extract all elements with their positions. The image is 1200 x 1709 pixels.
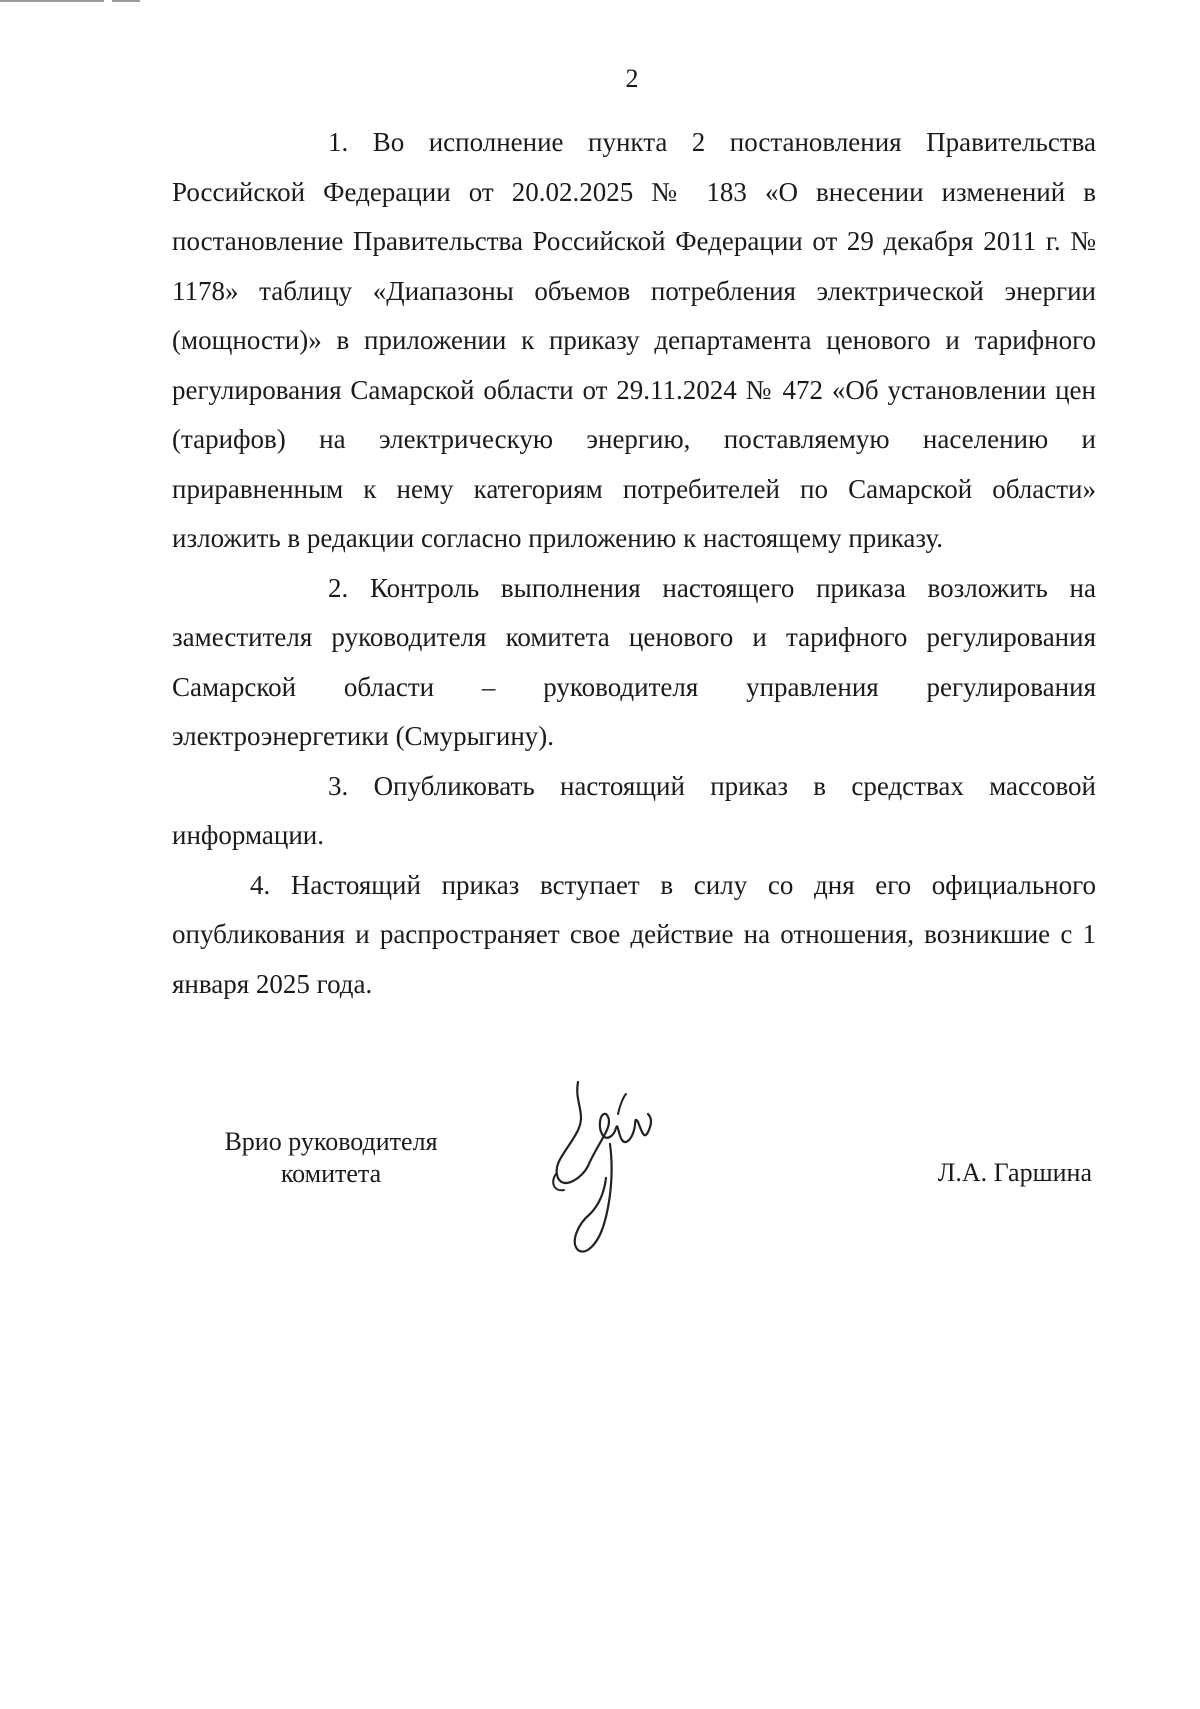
document-body	[172, 118, 1096, 1009]
signatory-name: Л.А. Гаршина	[937, 1158, 1092, 1187]
paragraph-text: Настоящий приказ вступает в силу со дня его официального опубликования и распространяет свое действие на отношения, возникшие с 1 января 2025 года.	[172, 869, 1097, 999]
position-line-1: Врио руководителя	[224, 1127, 438, 1156]
paragraph-text: Во исполнение пункта 2 постановления Правительства Российской Федерации от 20.02.2025 № 183 «О внесении изменений в постановление Правительства Российской Федерации от 29 декабря 2011 г. № 1178» таблицу «Диапазоны объемов потребления электрической энергии (мощности)» в приложении к приказу департамента ценового и тарифного регулирования Самарской области от 29.11.2024 № 472 «Об установлении цен (тарифов) на электрическую энергию, поставляемую населению и приравненным к нему категориям потребителей по Самарской области» изложить в редакции согласно приложению к настоящему приказу.	[172, 127, 1096, 553]
paragraph-text: Опубликовать настоящий приказ в средствах массовой информации.	[172, 770, 1097, 850]
paragraph-1	[172, 118, 1096, 564]
paragraph-text: Контроль выполнения настоящего приказа возложить на заместителя руководителя комитета ценового и тарифного регулирования Самарской области – руководителя управления регулирования электроэнергетики (Смурыгину).	[172, 572, 1096, 751]
position-line-2: комитета	[280, 1159, 382, 1188]
paragraph-2	[172, 564, 1096, 762]
handwritten-signature	[548, 1074, 658, 1264]
paragraph-number: 1.	[328, 127, 349, 157]
page-number: 2	[625, 64, 639, 93]
paragraph-number: 2.	[328, 572, 349, 603]
signatory-position	[196, 1126, 466, 1190]
paragraph-number: 3.	[328, 770, 349, 801]
paragraph-3	[172, 762, 1096, 861]
paragraph-4	[172, 861, 1096, 1010]
paragraph-number: 4.	[250, 869, 271, 900]
